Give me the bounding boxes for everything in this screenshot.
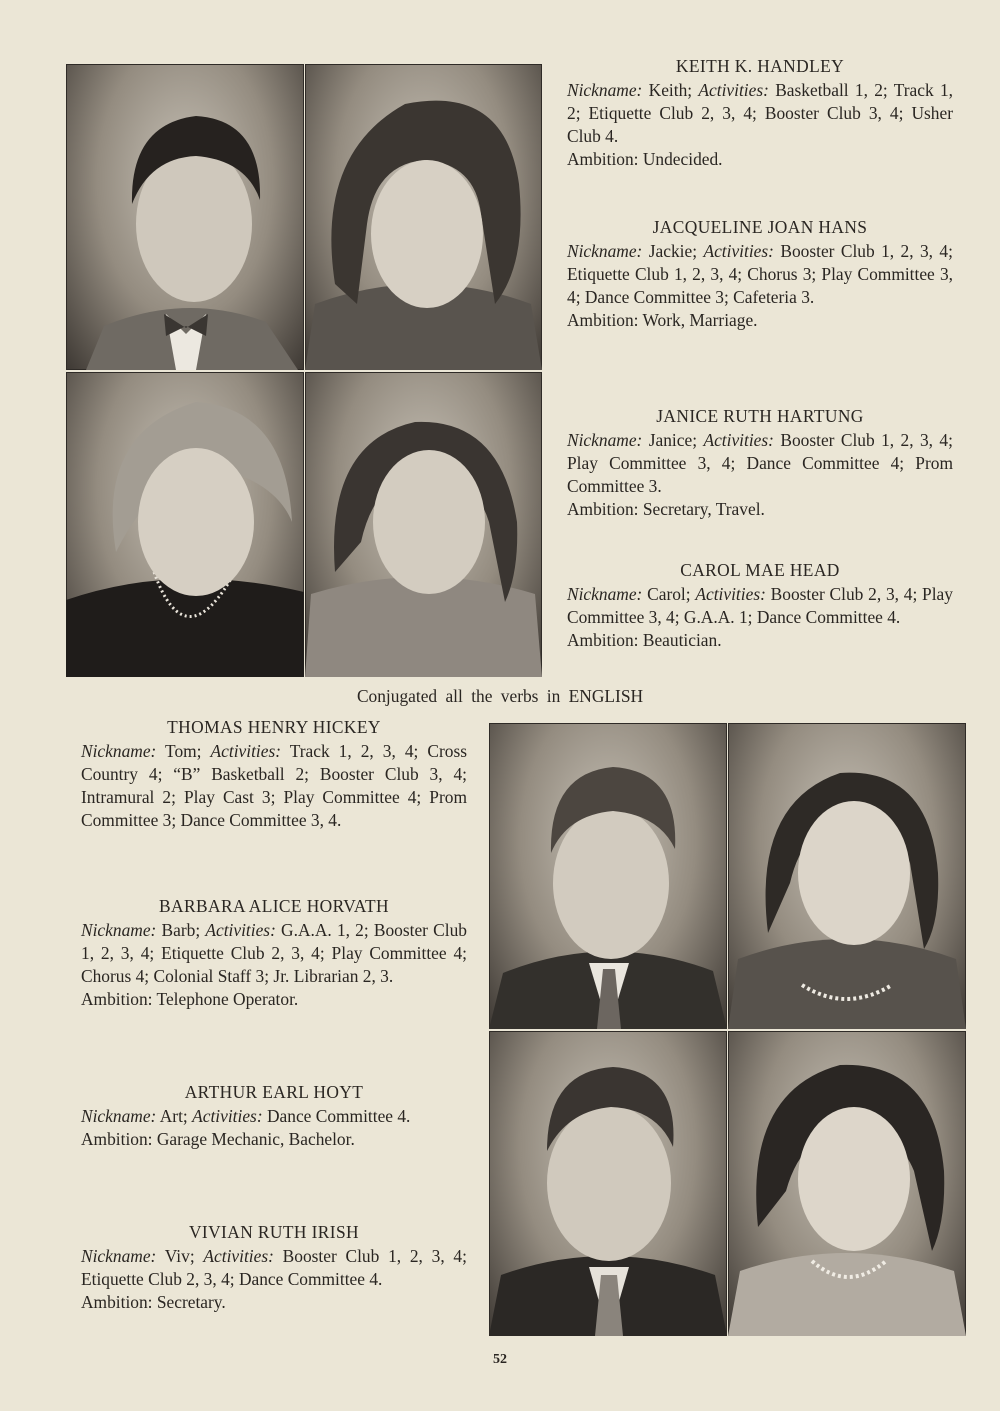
ambition-text: Ambition: Telephone Operator. xyxy=(81,989,299,1009)
ambition-text: Ambition: Beautician. xyxy=(567,630,722,650)
activities-label: Activities: xyxy=(210,741,282,761)
student-bio-hickey xyxy=(81,716,467,832)
student-bio-hartung xyxy=(567,405,953,521)
activities-label: Activities: xyxy=(698,80,769,100)
student-bio-irish xyxy=(81,1221,467,1314)
nickname-label: Nickname: xyxy=(81,920,157,940)
photo-caption: Conjugated all the verbs in ENGLISH xyxy=(356,686,644,706)
student-name: CAROL MAE HEAD xyxy=(680,560,840,580)
activities-label: Activities: xyxy=(703,430,774,450)
student-name: VIVIAN RUTH IRISH xyxy=(188,1222,360,1242)
student-name: BARBARA ALICE HORVATH xyxy=(159,896,389,916)
activities-label: Activities: xyxy=(205,920,276,940)
student-name: JANICE RUTH HARTUNG xyxy=(656,406,864,426)
activities-value: Booster Club 1, 2, 3, 4; Etiquette Club 2, 3, 4; Dance Committee 4. xyxy=(81,1246,467,1289)
portrait-photo-irish xyxy=(728,1031,966,1336)
nickname-value: Tom; xyxy=(165,741,202,761)
activities-value: Track 1, 2, 3, 4; Cross Country 4; “B” Basketball 2; Booster Club 3, 4; Intramural 2; Play Cast 3; Play Committee 4; Prom Committee 3; Dance Committee 3, 4. xyxy=(81,741,467,830)
portrait-photo-hoyt xyxy=(489,1031,727,1336)
student-name: ARTHUR EARL HOYT xyxy=(184,1082,364,1102)
portrait-photo-hartung xyxy=(66,372,304,677)
student-bio-head xyxy=(567,559,953,652)
portrait-photo-handley xyxy=(66,64,304,370)
nickname-value: Janice; xyxy=(648,430,698,450)
nickname-label: Nickname: xyxy=(81,741,157,761)
ambition-text: Ambition: Secretary. xyxy=(81,1292,226,1312)
nickname-value: Art; xyxy=(159,1106,188,1126)
activities-value: Booster Club 1, 2, 3, 4; Play Committee 3, 4; Dance Committee 4; Prom Committee 3. xyxy=(567,430,953,496)
activities-label: Activities: xyxy=(203,1246,274,1266)
student-bio-hans xyxy=(567,216,953,332)
ambition-text: Ambition: Undecided. xyxy=(567,149,723,169)
nickname-label: Nickname: xyxy=(567,584,643,604)
ambition-text: Ambition: Work, Marriage. xyxy=(567,310,758,330)
ambition-text: Ambition: Garage Mechanic, Bachelor. xyxy=(81,1129,355,1149)
activities-value: Booster Club 1, 2, 3, 4; Etiquette Club 1, 2, 3, 4; Chorus 3; Play Committee 3, 4; Dance Committee 3; Cafeteria 3. xyxy=(567,241,953,307)
student-name: THOMAS HENRY HICKEY xyxy=(167,717,381,737)
portrait-photo-hickey xyxy=(489,723,727,1029)
nickname-label: Nickname: xyxy=(567,241,643,261)
activities-label: Activities: xyxy=(695,584,766,604)
nickname-value: Jackie; xyxy=(648,241,698,261)
nickname-label: Nickname: xyxy=(567,80,643,100)
activities-label: Activities: xyxy=(703,241,774,261)
nickname-value: Barb; xyxy=(161,920,201,940)
student-name: JACQUELINE JOAN HANS xyxy=(652,217,868,237)
nickname-label: Nickname: xyxy=(81,1246,157,1266)
nickname-value: Carol; xyxy=(647,584,691,604)
nickname-label: Nickname: xyxy=(81,1106,157,1126)
portrait-photo-horvath xyxy=(728,723,966,1029)
nickname-label: Nickname: xyxy=(567,430,643,450)
activities-value: Basketball 1, 2; Track 1, 2; Etiquette Club 2, 3, 4; Booster Club 3, 4; Usher Club 4. xyxy=(567,80,953,146)
activities-value: Booster Club 2, 3, 4; Play Committee 3, 4; G.A.A. 1; Dance Committee 4. xyxy=(567,584,953,627)
student-bio-handley xyxy=(567,55,953,171)
nickname-value: Keith; xyxy=(648,80,693,100)
portrait-photo-hans xyxy=(305,64,542,370)
student-bio-hoyt xyxy=(81,1081,467,1151)
nickname-value: Viv; xyxy=(164,1246,195,1266)
portrait-photo-head xyxy=(305,372,542,677)
activities-value: G.A.A. 1, 2; Booster Club 1, 2, 3, 4; Etiquette Club 2, 3, 4; Play Committee 4; Chorus 4; Colonial Staff 3; Jr. Librarian 2, 3. xyxy=(81,920,467,986)
ambition-text: Ambition: Secretary, Travel. xyxy=(567,499,765,519)
activities-value: Dance Committee 4. xyxy=(266,1106,411,1126)
activities-label: Activities: xyxy=(192,1106,263,1126)
student-name: KEITH K. HANDLEY xyxy=(675,56,845,76)
student-bio-horvath xyxy=(81,895,467,1011)
page-number: 52 xyxy=(493,1352,507,1367)
